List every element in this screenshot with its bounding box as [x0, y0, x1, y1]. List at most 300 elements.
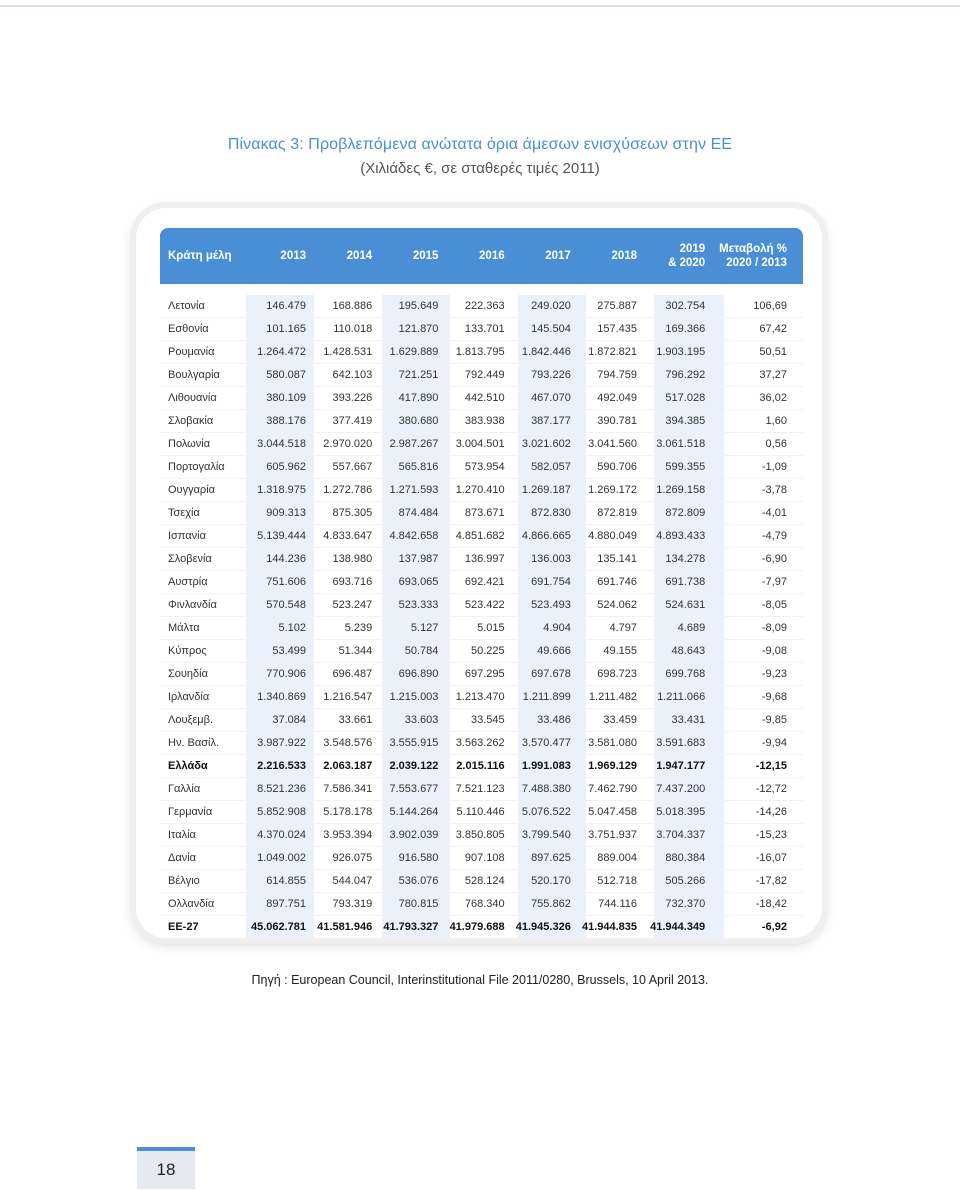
- cell-value: 565.816: [398, 461, 439, 473]
- cell-value: 5.110.446: [456, 806, 505, 818]
- header-2017: 2017: [545, 250, 571, 262]
- cell-value: 2.015.116: [456, 760, 505, 772]
- cell-change: -12,72: [755, 783, 787, 795]
- cell-value: 41.945.326: [515, 921, 571, 933]
- cell-value: 872.830: [531, 507, 571, 519]
- table-row: [160, 755, 803, 778]
- table-row: [160, 318, 803, 341]
- header-2019-line2: & 2020: [668, 257, 706, 269]
- cell-country: Ουγγαρία: [168, 484, 215, 496]
- cell-value: 1.629.889: [389, 346, 439, 358]
- cell-change: -17,82: [755, 875, 787, 887]
- cell-value: 1.211.482: [588, 691, 638, 703]
- table-body: [160, 295, 803, 939]
- cell-value: 249.020: [531, 300, 571, 312]
- cell-value: 3.581.080: [588, 737, 638, 749]
- cell-value: 4.842.658: [389, 530, 439, 542]
- cell-value: 144.236: [266, 553, 307, 565]
- cell-change: -9,68: [761, 691, 787, 703]
- cell-value: 1.216.547: [323, 691, 373, 703]
- cell-change: 1,60: [765, 415, 787, 427]
- cell-value: 691.738: [665, 576, 706, 588]
- cell-value: 383.938: [464, 415, 505, 427]
- table-row: [160, 617, 803, 640]
- cell-value: 732.370: [665, 898, 706, 910]
- cell-country: Τσεχία: [168, 507, 200, 519]
- cell-value: 101.165: [266, 323, 307, 335]
- cell-value: 377.419: [332, 415, 373, 427]
- table-row: [160, 433, 803, 456]
- cell-value: 744.116: [598, 898, 638, 910]
- cell-country: ΕΕ-27: [168, 921, 199, 933]
- cell-value: 169.366: [665, 323, 706, 335]
- header-2019-2020: [641, 242, 709, 270]
- cell-change: -18,42: [755, 898, 787, 910]
- cell-value: 33.486: [537, 714, 571, 726]
- cell-value: 2.970.020: [323, 438, 373, 450]
- table-row: [160, 709, 803, 732]
- cell-change: -6,90: [761, 553, 787, 565]
- cell-value: 1.872.821: [588, 346, 638, 358]
- cell-country: Εσθονία: [168, 323, 209, 335]
- cell-value: 792.449: [464, 369, 505, 381]
- cell-country: Δανία: [168, 852, 197, 864]
- cell-country: Κύπρος: [168, 645, 207, 657]
- cell-value: 1.318.975: [257, 484, 307, 496]
- cell-value: 50.784: [404, 645, 439, 657]
- cell-value: 1.269.187: [521, 484, 571, 496]
- cell-value: 582.057: [531, 461, 571, 473]
- cell-value: 394.385: [665, 415, 706, 427]
- cell-value: 697.295: [464, 668, 505, 680]
- cell-value: 523.247: [332, 599, 373, 611]
- cell-value: 4.893.433: [656, 530, 706, 542]
- cell-value: 136.003: [531, 553, 571, 565]
- cell-country: Βουλγαρία: [168, 369, 220, 381]
- cell-change: 0,56: [765, 438, 787, 450]
- cell-country: Ολλανδία: [168, 898, 215, 910]
- cell-value: 138.980: [332, 553, 373, 565]
- cell-value: 4.851.682: [455, 530, 505, 542]
- cell-value: 4.689: [677, 622, 706, 634]
- cell-value: 4.833.647: [323, 530, 373, 542]
- table-row: [160, 640, 803, 663]
- cell-value: 1.272.786: [323, 484, 373, 496]
- table-subtitle: (Χιλιάδες €, σε σταθερές τιμές 2011): [360, 160, 600, 177]
- cell-change: -15,23: [755, 829, 787, 841]
- cell-value: 5.852.908: [257, 806, 307, 818]
- cell-value: 2.987.267: [389, 438, 439, 450]
- table-row: [160, 525, 803, 548]
- table-row: [160, 364, 803, 387]
- cell-value: 1.903.195: [656, 346, 706, 358]
- header-2019-line1: 2019: [679, 243, 706, 255]
- cell-value: 41.944.835: [581, 921, 638, 933]
- cell-value: 793.319: [332, 898, 373, 910]
- cell-value: 889.004: [597, 852, 638, 864]
- cell-value: 41.944.349: [650, 921, 706, 933]
- header-change-line2: 2020 / 2013: [726, 257, 787, 269]
- cell-value: 1.813.795: [455, 346, 505, 358]
- cell-change: 50,51: [759, 346, 787, 358]
- cell-value: 417.890: [398, 392, 439, 404]
- cell-value: 33.661: [338, 714, 373, 726]
- cell-value: 580.087: [266, 369, 307, 381]
- cell-value: 134.278: [665, 553, 706, 565]
- table-row: [160, 502, 803, 525]
- cell-value: 7.437.200: [656, 783, 706, 795]
- cell-value: 599.355: [665, 461, 706, 473]
- cell-country: Αυστρία: [168, 576, 208, 588]
- cell-value: 907.108: [464, 852, 505, 864]
- cell-value: 523.422: [464, 599, 505, 611]
- table-row: [160, 801, 803, 824]
- header-2016: 2016: [479, 250, 505, 262]
- cell-change: -12,15: [755, 760, 787, 772]
- header-2015: 2015: [412, 250, 439, 262]
- cell-value: 3.021.602: [521, 438, 571, 450]
- page-number: 18: [156, 1160, 176, 1179]
- cell-value: 2.063.187: [323, 760, 373, 772]
- cell-value: 1.340.869: [257, 691, 307, 703]
- cell-value: 872.819: [597, 507, 638, 519]
- cell-value: 874.484: [398, 507, 439, 519]
- cell-country: Λουξεμβ.: [168, 714, 214, 726]
- cell-value: 536.076: [398, 875, 439, 887]
- table-row: [160, 778, 803, 801]
- cell-value: 49.666: [537, 645, 571, 657]
- cell-change: 67,42: [759, 323, 787, 335]
- cell-country: Ην. Βασίλ.: [168, 737, 220, 749]
- table-row: [160, 594, 803, 617]
- cell-value: 770.906: [266, 668, 307, 680]
- cell-value: 2.216.533: [257, 760, 307, 772]
- cell-value: 796.292: [665, 369, 706, 381]
- cell-value: 135.141: [597, 553, 638, 565]
- cell-value: 1.264.472: [257, 346, 307, 358]
- page-number-box: [137, 1147, 195, 1189]
- cell-value: 528.124: [464, 875, 505, 887]
- data-table: [160, 228, 803, 939]
- cell-country: Πορτογαλία: [168, 461, 225, 473]
- cell-value: 721.251: [398, 369, 439, 381]
- cell-value: 1.269.158: [656, 484, 706, 496]
- cell-value: 3.570.477: [521, 737, 571, 749]
- cell-value: 512.718: [597, 875, 638, 887]
- header-2013: 2013: [280, 250, 307, 262]
- cell-value: 4.866.665: [521, 530, 571, 542]
- cell-country: Ρουμανία: [168, 346, 215, 358]
- cell-value: 380.109: [266, 392, 307, 404]
- cell-value: 3.850.805: [455, 829, 505, 841]
- table-row: [160, 824, 803, 847]
- cell-value: 4.370.024: [257, 829, 307, 841]
- cell-value: 696.487: [332, 668, 373, 680]
- table-row: [160, 295, 803, 318]
- cell-change: -9,23: [761, 668, 787, 680]
- cell-value: 5.127: [410, 622, 439, 634]
- cell-value: 3.591.683: [656, 737, 706, 749]
- cell-value: 1.428.531: [323, 346, 373, 358]
- cell-value: 755.862: [531, 898, 571, 910]
- cell-value: 388.176: [266, 415, 307, 427]
- cell-value: 557.667: [332, 461, 373, 473]
- cell-value: 880.384: [665, 852, 706, 864]
- header-change: [709, 242, 803, 270]
- cell-change: -8,09: [761, 622, 787, 634]
- cell-change: -8,05: [761, 599, 787, 611]
- cell-value: 2.039.122: [389, 760, 439, 772]
- cell-value: 768.340: [464, 898, 505, 910]
- table-header: [160, 228, 803, 284]
- cell-value: 5.102: [278, 622, 307, 634]
- cell-value: 492.049: [597, 392, 638, 404]
- cell-value: 544.047: [332, 875, 373, 887]
- cell-value: 5.239: [344, 622, 373, 634]
- header-gap: [160, 284, 803, 295]
- cell-value: 897.751: [266, 898, 307, 910]
- cell-value: 873.671: [464, 507, 505, 519]
- header-2018: 2018: [611, 250, 638, 262]
- cell-value: 524.631: [665, 599, 706, 611]
- cell-value: 5.076.522: [521, 806, 571, 818]
- cell-value: 146.479: [266, 300, 307, 312]
- cell-value: 37.084: [272, 714, 307, 726]
- cell-value: 442.510: [464, 392, 505, 404]
- cell-country: Λετονία: [168, 300, 205, 312]
- cell-value: 1.271.593: [389, 484, 439, 496]
- cell-country: Ισπανία: [168, 530, 206, 542]
- cell-value: 33.545: [470, 714, 505, 726]
- cell-country: Ιρλανδία: [168, 691, 210, 703]
- cell-value: 875.305: [332, 507, 373, 519]
- cell-value: 45.062.781: [250, 921, 307, 933]
- table-row: [160, 663, 803, 686]
- cell-value: 1.049.002: [257, 852, 307, 864]
- cell-value: 523.493: [531, 599, 571, 611]
- cell-value: 51.344: [338, 645, 373, 657]
- cell-value: 524.062: [597, 599, 638, 611]
- top-rule: [0, 5, 960, 7]
- cell-value: 137.987: [398, 553, 439, 565]
- cell-value: 520.170: [531, 875, 571, 887]
- table-row: [160, 548, 803, 571]
- cell-country: Λιθουανία: [168, 392, 217, 404]
- cell-value: 1.842.446: [521, 346, 571, 358]
- cell-value: 570.548: [266, 599, 307, 611]
- table-row: [160, 893, 803, 916]
- cell-value: 3.751.937: [588, 829, 638, 841]
- cell-value: 275.887: [597, 300, 638, 312]
- cell-value: 4.880.049: [588, 530, 638, 542]
- cell-value: 693.716: [332, 576, 373, 588]
- table-rows: [160, 295, 803, 939]
- cell-value: 33.431: [671, 714, 706, 726]
- cell-value: 1.213.470: [455, 691, 505, 703]
- cell-value: 697.678: [531, 668, 571, 680]
- cell-value: 517.028: [665, 392, 706, 404]
- table-row: [160, 916, 803, 939]
- cell-country: Γερμανία: [168, 806, 213, 818]
- cell-value: 1.969.129: [588, 760, 638, 772]
- cell-change: -3,78: [761, 484, 787, 496]
- cell-value: 8.521.236: [257, 783, 307, 795]
- cell-value: 3.041.560: [588, 438, 638, 450]
- cell-change: 37,27: [759, 369, 787, 381]
- cell-value: 33.603: [404, 714, 439, 726]
- table-row: [160, 732, 803, 755]
- cell-value: 3.004.501: [455, 438, 505, 450]
- cell-value: 5.144.264: [389, 806, 439, 818]
- cell-change: -4,01: [761, 507, 787, 519]
- table-row: [160, 686, 803, 709]
- cell-value: 5.139.444: [257, 530, 307, 542]
- cell-value: 3.044.518: [257, 438, 307, 450]
- cell-value: 302.754: [665, 300, 706, 312]
- cell-value: 505.266: [665, 875, 706, 887]
- cell-value: 3.563.262: [455, 737, 505, 749]
- cell-value: 222.363: [464, 300, 505, 312]
- cell-country: Βέλγιο: [168, 875, 200, 887]
- table-row: [160, 571, 803, 594]
- cell-value: 698.723: [597, 668, 638, 680]
- cell-value: 41.581.946: [317, 921, 373, 933]
- cell-value: 693.065: [398, 576, 439, 588]
- cell-value: 897.625: [531, 852, 571, 864]
- cell-value: 4.904: [543, 622, 571, 634]
- cell-value: 794.759: [597, 369, 638, 381]
- cell-country: Σλοβακία: [168, 415, 214, 427]
- cell-value: 7.462.790: [588, 783, 638, 795]
- cell-country: Ιταλία: [168, 829, 196, 841]
- table-row: [160, 479, 803, 502]
- cell-value: 3.548.576: [323, 737, 373, 749]
- cell-value: 7.488.380: [521, 783, 571, 795]
- cell-country: Φινλανδία: [168, 599, 217, 611]
- cell-value: 5.018.395: [656, 806, 706, 818]
- cell-change: -9,94: [761, 737, 787, 749]
- cell-value: 605.962: [266, 461, 307, 473]
- cell-value: 1.211.066: [657, 691, 706, 703]
- cell-value: 751.606: [266, 576, 307, 588]
- cell-value: 1.211.899: [522, 691, 571, 703]
- cell-change: -16,07: [755, 852, 787, 864]
- cell-value: 110.018: [333, 323, 373, 335]
- cell-value: 3.799.540: [521, 829, 571, 841]
- cell-change: 106,69: [753, 300, 787, 312]
- cell-value: 909.313: [266, 507, 307, 519]
- cell-value: 50.225: [470, 645, 505, 657]
- cell-value: 4.797: [609, 622, 638, 634]
- table-row: [160, 456, 803, 479]
- cell-value: 3.704.337: [656, 829, 706, 841]
- cell-value: 3.987.922: [257, 737, 307, 749]
- cell-value: 5.015: [477, 622, 505, 634]
- cell-value: 691.754: [531, 576, 571, 588]
- cell-value: 41.793.327: [383, 921, 439, 933]
- cell-value: 7.553.677: [389, 783, 439, 795]
- cell-country: Πολωνία: [168, 438, 211, 450]
- cell-value: 136.997: [464, 553, 505, 565]
- table-title: Πίνακας 3: Προβλεπόμενα ανώτατα όρια άμεσων ενισχύσεων στην ΕΕ: [227, 136, 733, 153]
- cell-value: 7.586.341: [323, 783, 373, 795]
- cell-change: 36,02: [759, 392, 787, 404]
- header-change-line1: Μεταβολή %: [719, 243, 787, 255]
- cell-value: 387.177: [531, 415, 571, 427]
- cell-value: 1.215.003: [389, 691, 439, 703]
- cell-value: 157.435: [597, 323, 638, 335]
- cell-value: 53.499: [272, 645, 307, 657]
- cell-value: 393.226: [332, 392, 373, 404]
- cell-value: 691.746: [597, 576, 638, 588]
- cell-value: 916.580: [398, 852, 439, 864]
- table-row: [160, 870, 803, 893]
- cell-country: Ελλάδα: [168, 760, 208, 772]
- table-row: [160, 341, 803, 364]
- table-row: [160, 387, 803, 410]
- cell-value: 614.855: [266, 875, 307, 887]
- table-row: [160, 847, 803, 870]
- cell-value: 793.226: [531, 369, 571, 381]
- header-2014: 2014: [346, 250, 373, 262]
- cell-value: 926.075: [332, 852, 373, 864]
- cell-value: 195.649: [398, 300, 439, 312]
- cell-value: 3.555.915: [389, 737, 439, 749]
- cell-value: 590.706: [597, 461, 638, 473]
- cell-value: 573.954: [464, 461, 505, 473]
- cell-country: Γαλλία: [168, 783, 201, 795]
- cell-value: 3.902.039: [389, 829, 439, 841]
- cell-value: 33.459: [603, 714, 638, 726]
- cell-value: 133.701: [464, 323, 505, 335]
- cell-value: 467.070: [531, 392, 571, 404]
- cell-value: 642.103: [332, 369, 373, 381]
- cell-value: 1.947.177: [656, 760, 706, 772]
- cell-change: -1,09: [761, 461, 787, 473]
- cell-value: 3.953.394: [323, 829, 373, 841]
- cell-value: 1.270.410: [455, 484, 505, 496]
- cell-change: -7,97: [761, 576, 787, 588]
- cell-value: 699.768: [665, 668, 706, 680]
- cell-value: 696.890: [398, 668, 439, 680]
- cell-value: 1.991.083: [521, 760, 571, 772]
- cell-change: -9,85: [761, 714, 787, 726]
- cell-value: 145.504: [531, 323, 571, 335]
- cell-value: 692.421: [464, 576, 505, 588]
- cell-value: 1.269.172: [588, 484, 638, 496]
- cell-value: 523.333: [398, 599, 439, 611]
- cell-change: -9,08: [761, 645, 787, 657]
- table-row: [160, 410, 803, 433]
- cell-change: -4,79: [761, 530, 787, 542]
- cell-value: 7.521.123: [455, 783, 505, 795]
- cell-value: 48.643: [671, 645, 706, 657]
- cell-change: -6,92: [761, 921, 787, 933]
- cell-country: Σουηδία: [168, 668, 208, 680]
- cell-value: 5.047.458: [588, 806, 638, 818]
- cell-country: Σλοβενία: [168, 553, 212, 565]
- cell-change: -14,26: [755, 806, 787, 818]
- cell-country: Μάλτα: [168, 622, 200, 634]
- header-country: Κράτη μέλη: [168, 250, 232, 262]
- source-note: Πηγή : European Council, Interinstitutional File 2011/0280, Brussels, 10 April 2013.: [251, 973, 709, 987]
- cell-value: 780.815: [398, 898, 439, 910]
- cell-value: 380.680: [398, 415, 439, 427]
- cell-value: 390.781: [597, 415, 638, 427]
- cell-value: 3.061.518: [656, 438, 706, 450]
- cell-value: 168.886: [332, 300, 373, 312]
- cell-value: 872.809: [665, 507, 706, 519]
